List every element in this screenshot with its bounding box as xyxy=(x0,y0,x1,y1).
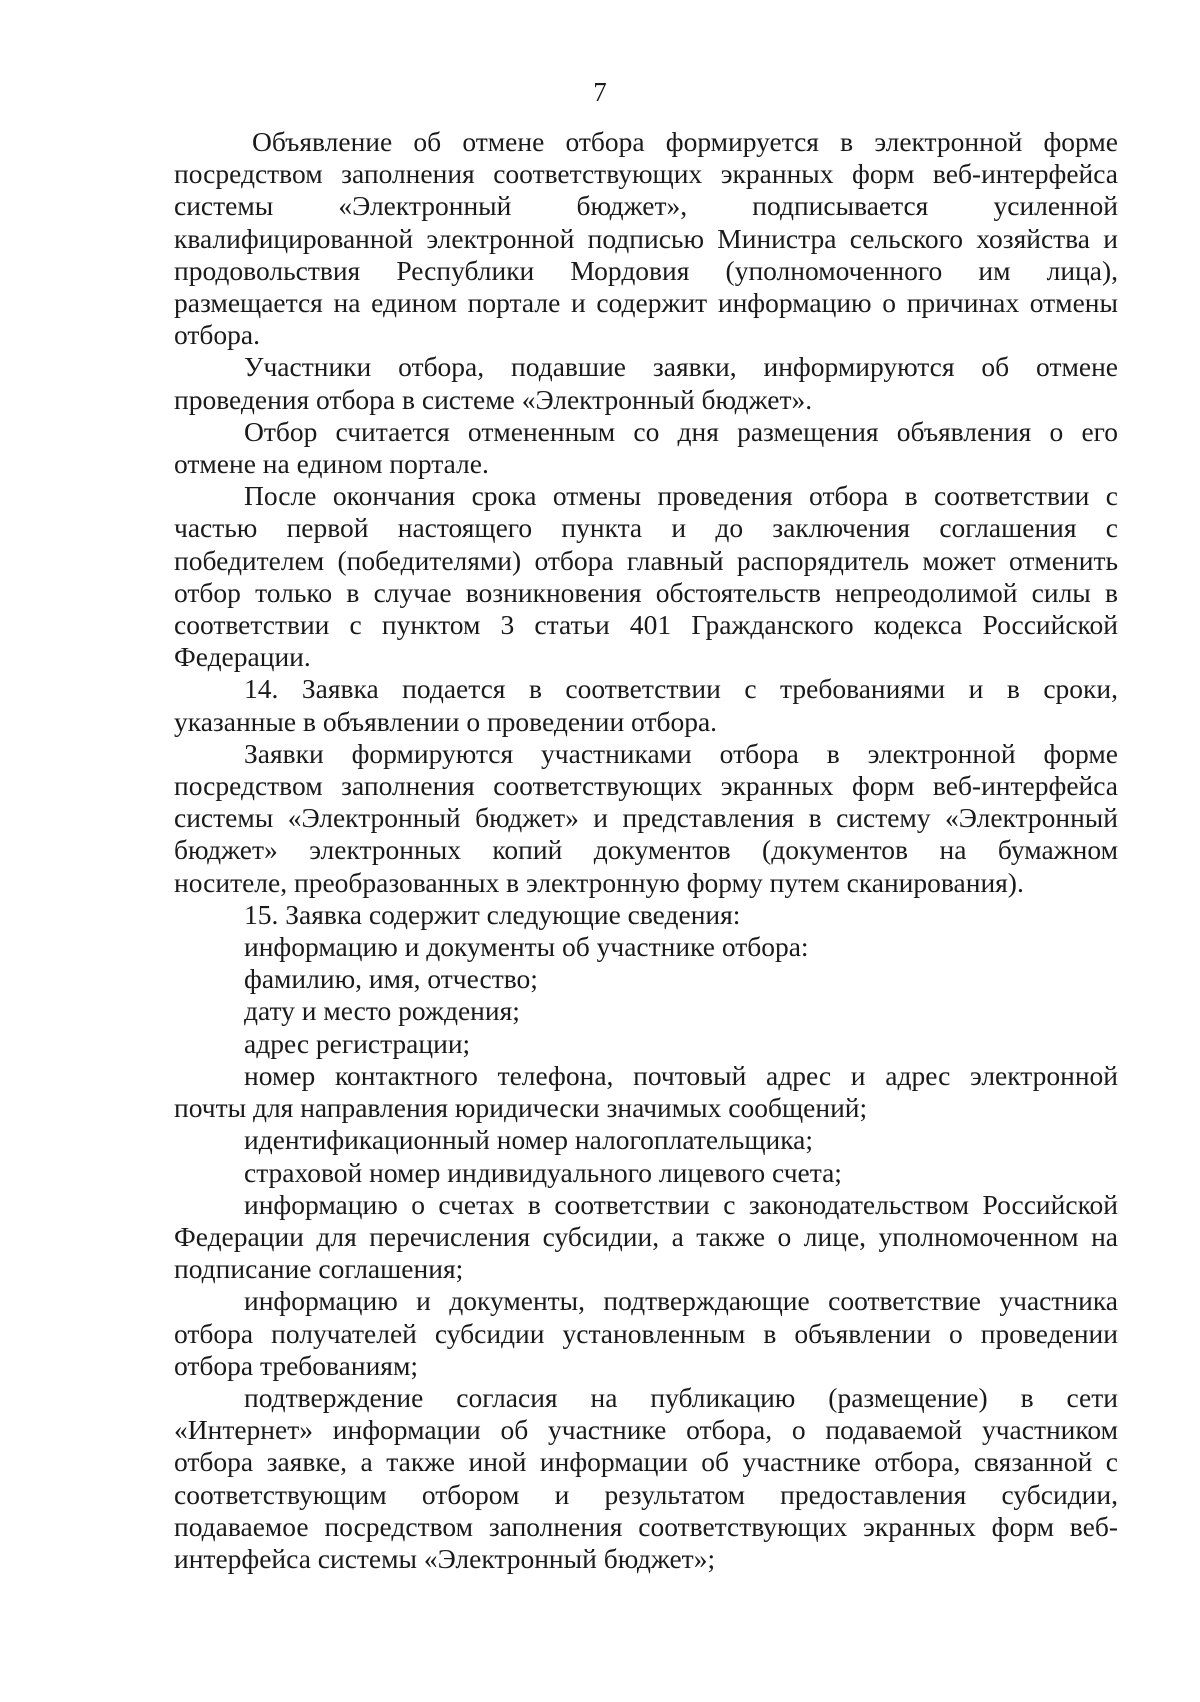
paragraph-line: посредством заполнения соответствующих экранных форм веб-интерфейса xyxy=(174,158,1118,190)
paragraph xyxy=(174,931,1118,963)
paragraph xyxy=(174,995,1118,1027)
paragraph-line: почты для направления юридически значимых сообщений; xyxy=(174,1092,868,1124)
paragraph-line: системы «Электронный бюджет» и представления в систему «Электронный xyxy=(174,802,1118,834)
paragraph-line: «Интернет» информации об участнике отбора, о подаваемой участником xyxy=(174,1414,1118,1446)
paragraph xyxy=(174,1285,1118,1382)
paragraph xyxy=(174,1382,1118,1575)
paragraph-line: системы «Электронный бюджет», подписывается усиленной xyxy=(174,190,1118,222)
paragraph xyxy=(174,673,1118,737)
paragraph-line: Объявление об отмене отбора формируется в электронной форме xyxy=(252,126,1118,157)
paragraph-line: квалифицированной электронной подписью Министра сельского хозяйства и xyxy=(174,222,1118,254)
paragraph xyxy=(174,1157,1118,1189)
paragraph-line: Федерации. xyxy=(174,641,311,673)
paragraph-line: отбора требованиям; xyxy=(174,1349,418,1381)
paragraph-line: указанные в объявлении о проведении отбора. xyxy=(174,705,718,737)
paragraph-line: отмене на едином портале. xyxy=(174,448,489,480)
paragraph-line: номер контактного телефона, почтовый адрес и адрес электронной xyxy=(244,1059,1118,1091)
paragraph xyxy=(174,1124,1118,1156)
paragraph xyxy=(174,416,1118,480)
paragraph-line: посредством заполнения соответствующих экранных форм веб-интерфейса xyxy=(174,770,1118,802)
paragraph xyxy=(174,1060,1118,1124)
paragraph xyxy=(174,963,1118,995)
paragraph xyxy=(174,480,1118,673)
paragraph-line: адрес регистрации; xyxy=(244,1027,471,1059)
paragraph-line: страховой номер индивидуального лицевого счета; xyxy=(244,1156,842,1188)
paragraph-line: отбора получателей субсидии установленным в объявлении о проведении xyxy=(174,1317,1118,1349)
paragraph-line: Федерации для перечисления субсидии, а также о лице, уполномоченном на xyxy=(174,1220,1118,1252)
paragraph-line: подаваемое посредством заполнения соответствующих экранных форм веб- xyxy=(174,1510,1118,1542)
paragraph-line: Участники отбора, подавшие заявки, информируются об отмене xyxy=(244,351,1118,383)
paragraph-line: бюджет» электронных копий документов (документов на бумажном xyxy=(174,834,1118,866)
paragraph-line: носителе, преобразованных в электронную форму путем сканирования). xyxy=(174,866,1024,898)
paragraph xyxy=(174,351,1118,415)
paragraph-line: частью первой настоящего пункта и до заключения соглашения с xyxy=(174,512,1118,544)
paragraph-line: продовольствия Республики Мордовия (уполномоченного им лица), xyxy=(174,254,1118,286)
paragraph-line: Отбор считается отмененным со дня размещения объявления о его xyxy=(244,415,1118,447)
paragraph xyxy=(174,1028,1118,1060)
paragraph-line: Заявки формируются участниками отбора в электронной форме xyxy=(244,737,1118,769)
paragraph xyxy=(174,1189,1118,1286)
paragraph xyxy=(174,126,1118,351)
paragraph-line: 15. Заявка содержит следующие сведения: xyxy=(244,898,741,930)
paragraph-line: подтверждение согласия на публикацию (размещение) в сети xyxy=(244,1381,1118,1413)
paragraph-line: размещается на едином портале и содержит информацию о причинах отмены xyxy=(174,287,1118,319)
page-number: 7 xyxy=(593,77,607,107)
paragraph-line: фамилию, имя, отчество; xyxy=(244,963,538,995)
paragraph-line: дату и место рождения; xyxy=(244,995,520,1027)
paragraph-line: идентификационный номер налогоплательщика; xyxy=(244,1124,814,1156)
document-body xyxy=(174,126,1118,1575)
paragraph-line: интерфейса системы «Электронный бюджет»; xyxy=(174,1542,716,1574)
paragraph-line: 14. Заявка подается в соответствии с требованиями и в сроки, xyxy=(244,673,1118,705)
paragraph-line: отбора заявке, а также иной информации об участнике отбора, связанной с xyxy=(174,1446,1118,1478)
paragraph-line: соответствии с пунктом 3 статьи 401 Гражданского кодекса Российской xyxy=(174,609,1118,641)
paragraph-line: победителем (победителями) отбора главный распорядитель может отменить xyxy=(174,544,1118,576)
paragraph-line: После окончания срока отмены проведения отбора в соответствии с xyxy=(244,480,1118,512)
paragraph-line: информацию и документы, подтверждающие соответствие участника xyxy=(244,1285,1118,1317)
paragraph-line: соответствующим отбором и результатом предоставления субсидии, xyxy=(174,1478,1118,1510)
paragraph-line: проведения отбора в системе «Электронный бюджет». xyxy=(174,383,813,415)
paragraph-line: отбор только в случае возникновения обстоятельств непреодолимой силы в xyxy=(174,576,1118,608)
paragraph-line: информацию и документы об участнике отбора: xyxy=(244,931,809,963)
paragraph-line: подписание соглашения; xyxy=(174,1253,464,1285)
paragraph xyxy=(174,899,1118,931)
paragraph-line: информацию о счетах в соответствии с законодательством Российской xyxy=(244,1188,1118,1220)
paragraph xyxy=(174,738,1118,899)
paragraph-line: отбора. xyxy=(174,319,260,351)
